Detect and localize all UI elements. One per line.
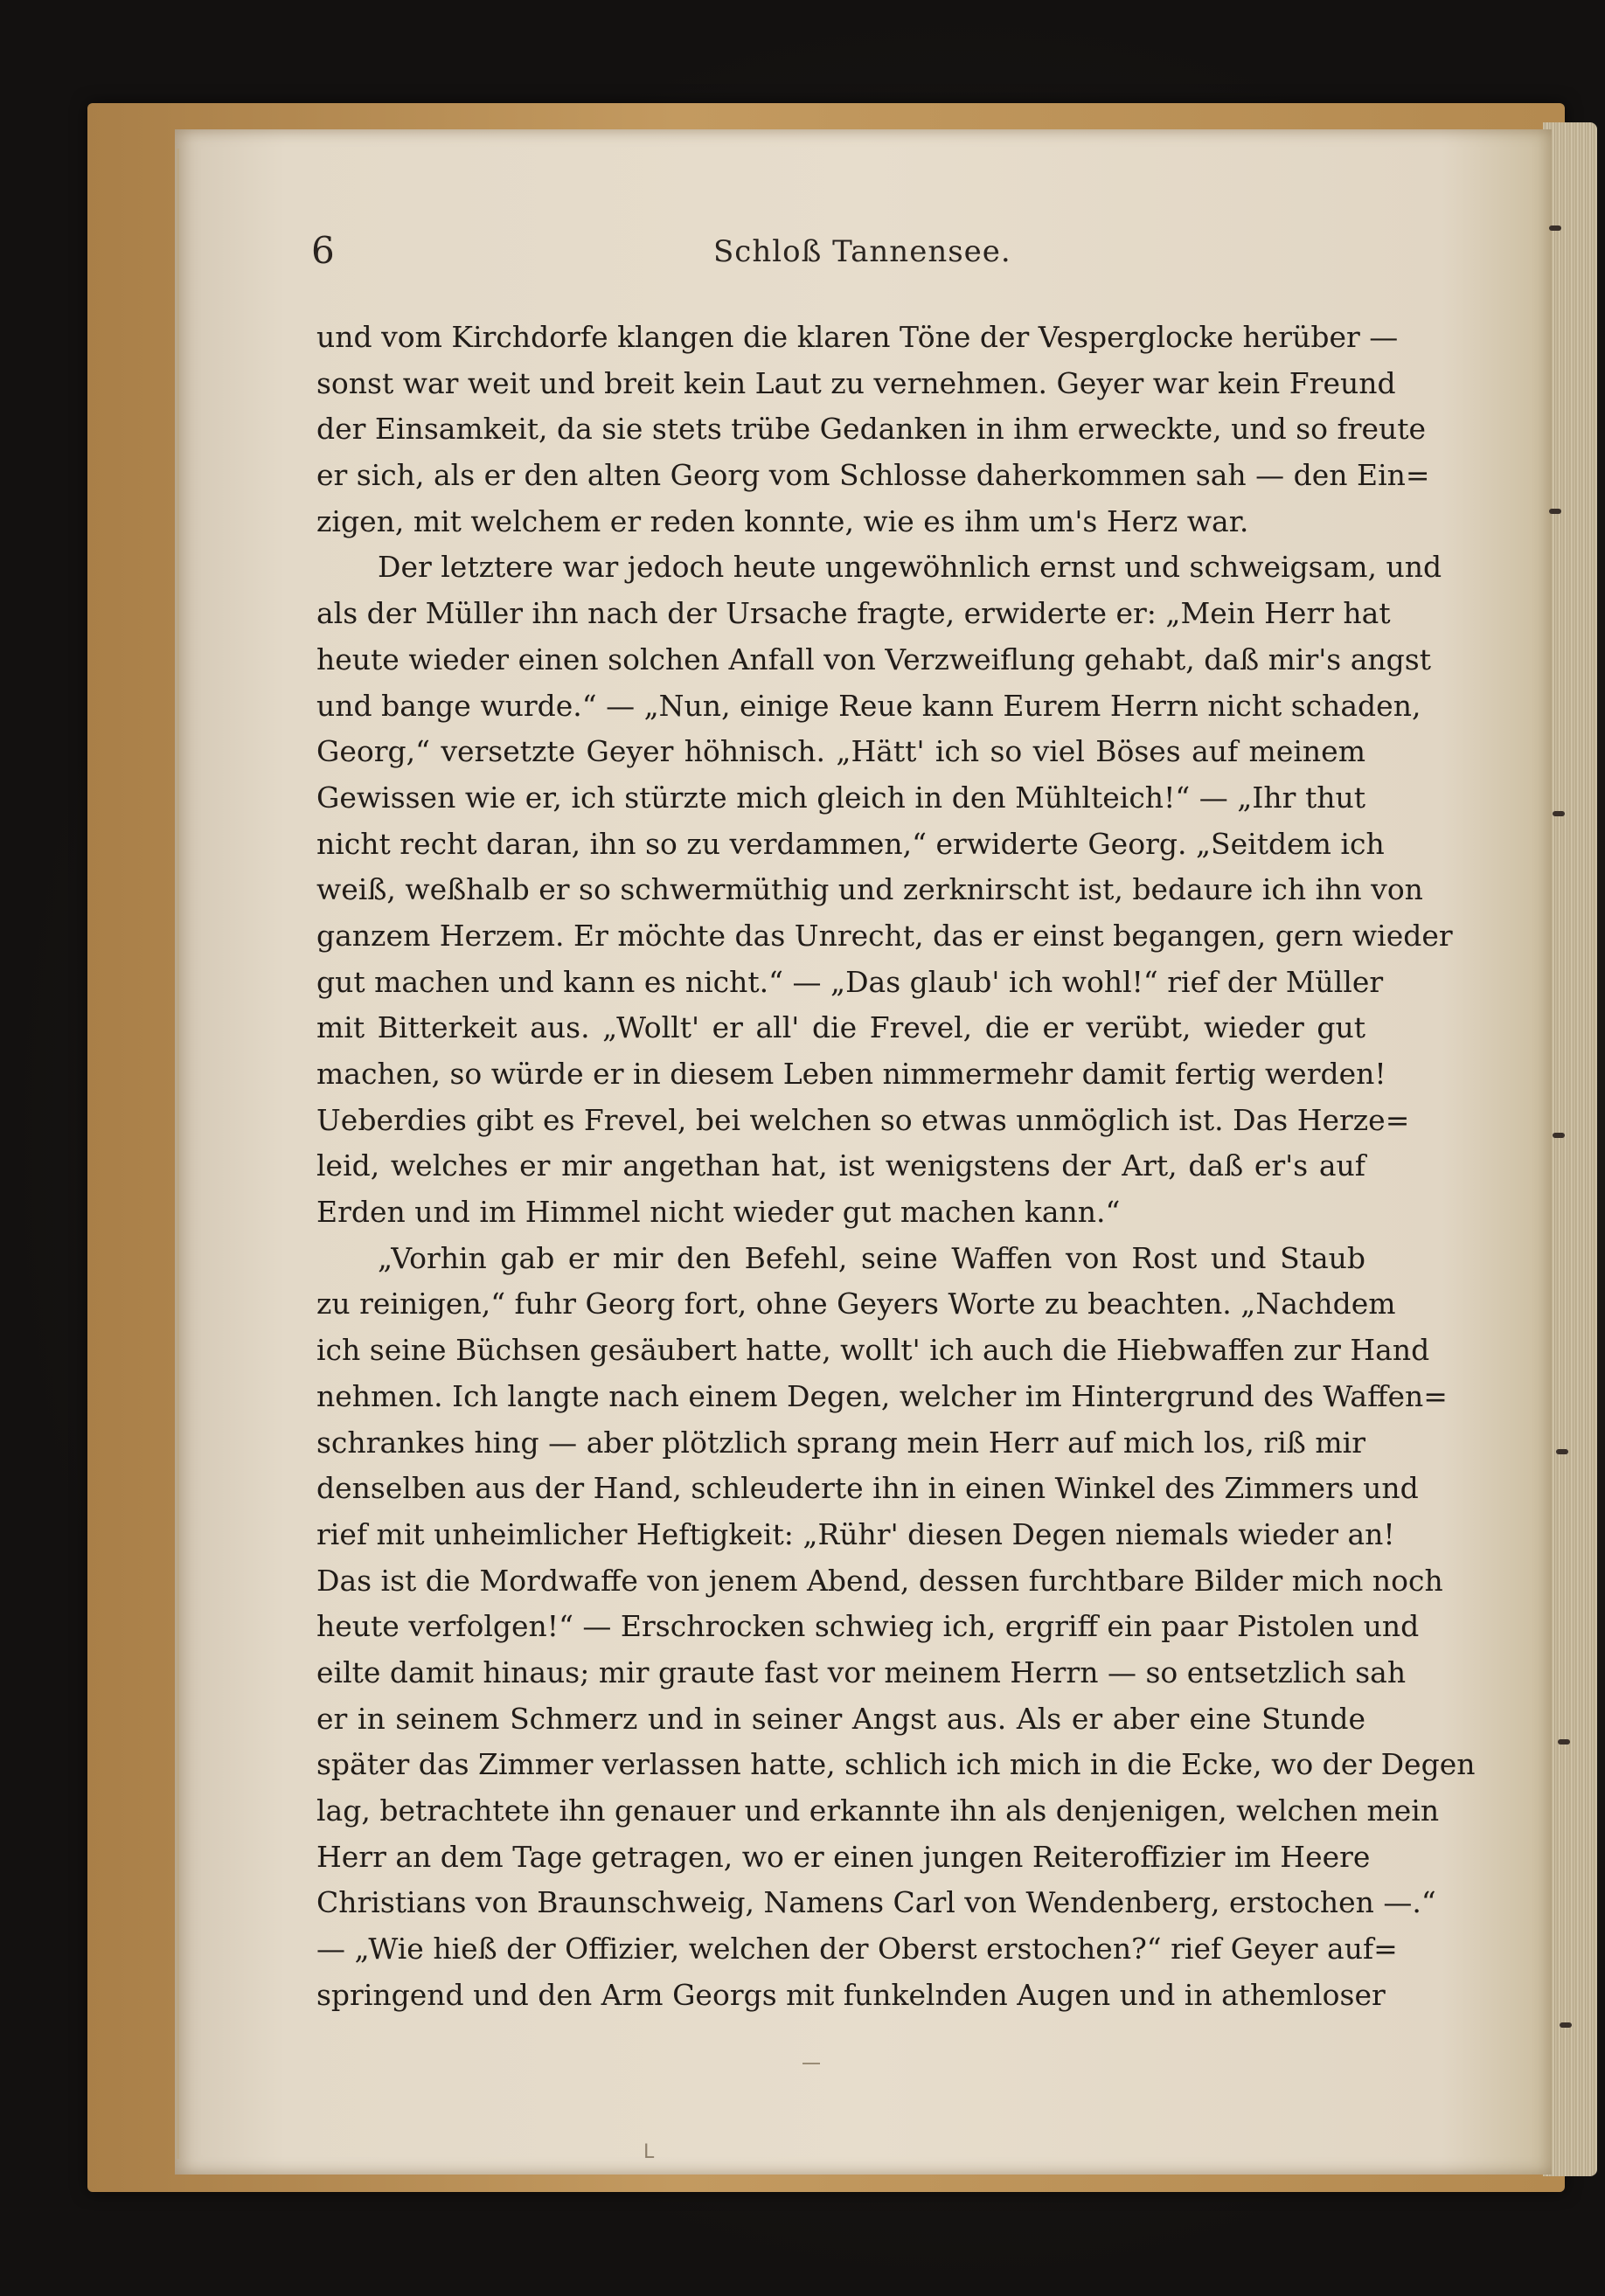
text-line: denselben aus der Hand, schleuderte ihn in einen Winkel des Zimmers und [316,1471,1419,1506]
text-line: Georg,“ versetzte Geyer höhnisch. „Hätt' ich so viel Böses auf meinem [316,734,1365,769]
text-line: ganzem Herzem. Er möchte das Unrecht, das er einst begangen, gern wieder [316,918,1453,953]
text-line: nehmen. Ich langte nach einem Degen, welcher im Hintergrund des Waffen= [316,1378,1448,1413]
running-head [311,229,1369,281]
text-line: Der letztere war jedoch heute ungewöhnlich ernst und schweigsam, und [378,550,1442,585]
edge-tab-mark [1553,1133,1565,1138]
pencil-mark: L [643,2141,655,2163]
text-line: „Vorhin gab er mir den Befehl, seine Waffen von Rost und Staub [378,1240,1365,1275]
edge-tab-mark [1549,225,1561,231]
text-line: Christians von Braunschweig, Namens Carl von Wendenberg, erstochen —.“ [316,1885,1436,1920]
text-line: Ueberdies gibt es Frevel, bei welchen so etwas unmöglich ist. Das Herze= [316,1102,1410,1137]
text-line: Das ist die Mordwaffe von jenem Abend, dessen furchtbare Bilder mich noch [316,1563,1443,1598]
edge-tab-mark [1553,811,1565,816]
text-line: zu reinigen,“ fuhr Georg fort, ohne Geyers Worte zu beachten. „Nachdem [316,1287,1396,1321]
text-line: leid, welches er mir angethan hat, ist wenigstens der Art, daß er's auf [316,1148,1365,1183]
text-line: Erden und im Himmel nicht wieder gut machen kann.“ [316,1195,1121,1230]
text-line: zigen, mit welchem er reden konnte, wie es ihm um's Herz war. [316,503,1249,538]
text-line: ich seine Büchsen gesäubert hatte, wollt' ich auch die Hiebwaffen zur Hand [316,1333,1430,1368]
text-line: Gewissen wie er, ich stürzte mich gleich in den Mühlteich!“ — „Ihr thut [316,780,1365,815]
fold-mark [802,2063,820,2064]
gutter-line [177,149,179,2159]
text-line: weiß, weßhalb er so schwermüthig und zerknirscht ist, bedaure ich ihn von [316,872,1423,907]
text-line: nicht recht daran, ihn so zu verdammen,“ erwiderte Georg. „Seitdem ich [316,826,1385,861]
text-line: heute verfolgen!“ — Erschrocken schwieg ich, ergriff ein paar Pistolen und [316,1609,1420,1644]
text-line: der Einsamkeit, da sie stets trübe Gedanken in ihm erweckte, und so freute [316,412,1427,447]
text-line: sonst war weit und breit kein Laut zu vernehmen. Geyer war kein Freund [316,365,1396,400]
text-line: mit Bitterkeit aus. „Wollt' er all' die Frevel, die er verübt, wieder gut [316,1010,1365,1045]
text-line: gut machen und kann es nicht.“ — „Das glaub' ich wohl!“ rief der Müller [316,964,1384,999]
text-line: lag, betrachtete ihn genauer und erkannte ihn als denjenigen, welchen mein [316,1793,1440,1828]
body-text [316,315,1476,2018]
edge-tab-mark [1549,509,1561,514]
edge-tab-mark [1560,2022,1572,2028]
edge-tab-mark [1556,1449,1568,1454]
text-line: später das Zimmer verlassen hatte, schlich ich mich in die Ecke, wo der Degen [316,1747,1476,1782]
page-number: 6 [311,229,335,272]
text-line: rief mit unheimlicher Heftigkeit: „Rühr' diesen Degen niemals wieder an! [316,1516,1395,1551]
edge-tab-mark [1558,1739,1570,1745]
text-line: er sich, als er den alten Georg vom Schlosse daherkommen sah — den Ein= [316,458,1430,493]
text-line: heute wieder einen solchen Anfall von Verzweiflung gehabt, daß mir's angst [316,642,1431,676]
text-line: machen, so würde er in diesem Leben nimmermehr damit fertig werden! [316,1057,1386,1091]
text-line: eilte damit hinaus; mir graute fast vor meinem Herrn — so entsetzlich sah [316,1654,1407,1689]
text-line: springend und den Arm Georgs mit funkelnden Augen und in athemloser [316,1977,1386,2012]
running-title: Schloß Tannensee. [713,234,1011,269]
text-line: schrankes hing — aber plötzlich sprang mein Herr auf mich los, riß mir [316,1425,1365,1460]
text-line: und bange wurde.“ — „Nun, einige Reue kann Eurem Herrn nicht schaden, [316,688,1421,723]
text-line: und vom Kirchdorfe klangen die klaren Töne der Vesperglocke herüber — [316,320,1399,354]
text-line: — „Wie hieß der Offizier, welchen der Oberst erstochen?“ rief Geyer auf= [316,1932,1398,1967]
text-line: als der Müller ihn nach der Ursache fragte, erwiderte er: „Mein Herr hat [316,596,1391,631]
text-line: er in seinem Schmerz und in seiner Angst aus. Als er aber eine Stunde [316,1701,1365,1736]
text-line: Herr an dem Tage getragen, wo er einen jungen Reiteroffizier im Heere [316,1839,1371,1874]
